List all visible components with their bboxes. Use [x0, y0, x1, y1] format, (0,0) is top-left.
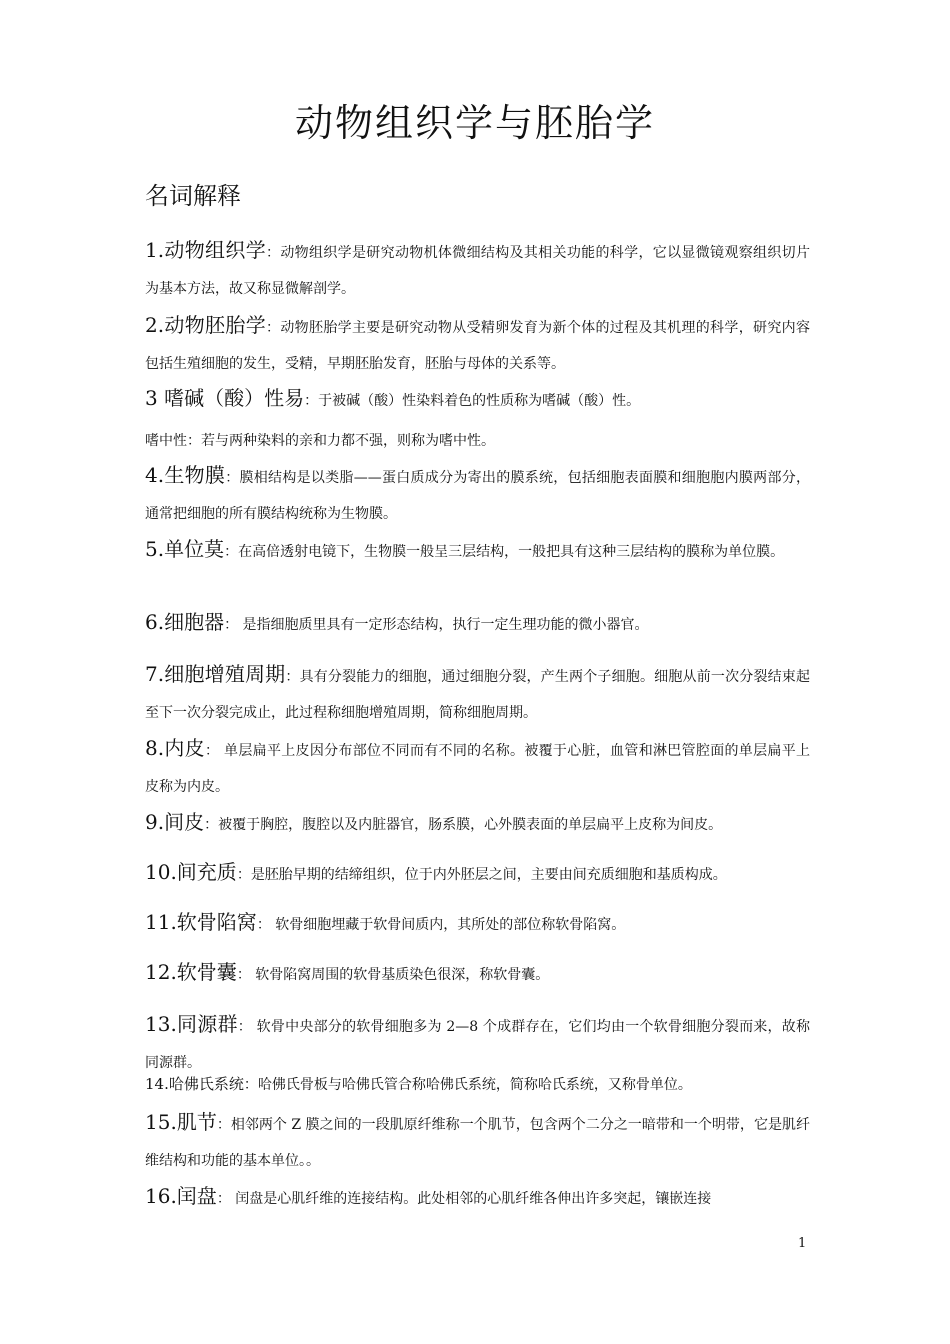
entry-term: 3 嗜碱（酸）性易	[145, 386, 305, 410]
definition-entry	[145, 904, 810, 943]
definition-entry	[145, 307, 810, 382]
entry-term: 16.闰盘	[145, 1184, 217, 1208]
definition-entry	[145, 531, 810, 570]
entry-text: 于被碱（酸）性染料着色的性质称为嗜碱（酸）性。	[318, 393, 641, 409]
entry-term: 15.肌节	[145, 1110, 217, 1134]
entry-separator: ：	[204, 817, 219, 833]
entry-separator: ：	[256, 917, 271, 933]
section-heading: 名词解释	[145, 182, 241, 210]
entry-separator: ：	[304, 393, 319, 409]
entry-term: 8.内皮	[145, 736, 205, 760]
entry-term: 14.哈佛氏系统	[145, 1075, 244, 1093]
entry-term: 10.间充质	[145, 860, 237, 884]
definition-entry	[145, 420, 810, 459]
entry-text: 在高倍透射电镜下，生物膜一般呈三层结构，一般把具有这种三层结构的膜称为单位膜。	[238, 544, 785, 560]
entry-term: 4.生物膜	[145, 463, 226, 487]
entry-separator: ：	[237, 1019, 252, 1035]
definition-entry	[145, 730, 810, 805]
entry-separator: ：	[266, 245, 281, 261]
entry-text: 动物组织学是研究动物机体微细结构及其相关功能的科学，它以显微镜观察组织切片为基本方法，故又称显微解剖学。	[145, 245, 810, 297]
definition-entry	[145, 604, 810, 643]
entry-text: 软骨细胞埋藏于软骨间质内，其所处的部位称软骨陷窝。	[270, 917, 626, 933]
entry-separator: ：	[224, 544, 239, 560]
entry-separator: ：	[285, 669, 300, 685]
entry-separator: ：	[216, 1117, 231, 1133]
entry-text: 单层扁平上皮因分布部位不同而有不同的名称。被覆于心脏，血管和淋巴管腔面的单层扁平上皮称为内皮。	[145, 743, 811, 795]
entry-separator: ：	[225, 470, 240, 486]
entry-term: 6.细胞器	[145, 610, 225, 634]
entry-text: 动物胚胎学主要是研究动物从受精卵发育为新个体的过程及其机理的科学，研究内容包括生殖细胞的发生，受精，早期胚胎发育，胚胎与母体的关系等。	[145, 320, 810, 372]
entry-separator: ：	[243, 1077, 258, 1093]
entry-text: 具有分裂能力的细胞，通过细胞分裂，产生两个子细胞。细胞从前一次分裂结束起至下一次分裂完成止，此过程称细胞增殖周期，简称细胞周期。	[145, 669, 810, 721]
entry-text: 软骨中央部分的软骨细胞多为 2—8 个成群存在，它们均由一个软骨细胞分裂而来，故称同源群。	[145, 1019, 810, 1071]
entry-term: 11.软骨陷窝	[145, 910, 257, 934]
definition-entry	[145, 854, 810, 893]
definition-entry	[145, 457, 810, 532]
entry-separator: ：	[236, 967, 251, 983]
entry-separator: ：	[216, 1191, 231, 1207]
definition-entry	[145, 1178, 810, 1217]
entry-text: 相邻两个 Z 膜之间的一段肌原纤维称一个肌节，包含两个二分之一暗带和一个明带，它是肌纤维结构和功能的基本单位。。	[145, 1117, 810, 1169]
page-title: 动物组织学与胚胎学	[294, 101, 655, 145]
entry-term: 12.软骨囊	[145, 960, 237, 984]
entry-text: 膜相结构是以类脂——蛋白质成分为寄出的膜系统，包括细胞表面膜和细胞胞内膜两部分，通常把细胞的所有膜结构统称为生物膜。	[145, 470, 811, 522]
definition-entry	[145, 380, 810, 419]
entry-term: 2.动物胚胎学	[145, 313, 267, 337]
entry-text: 闰盘是心肌纤维的连接结构。此处相邻的心肌纤维各伸出许多突起，镶嵌连接	[230, 1191, 712, 1207]
definition-entry	[145, 804, 810, 843]
entry-text: 是胚胎早期的结缔组织，位于内外胚层之间，主要由间充质细胞和基质构成。	[250, 867, 727, 883]
entry-separator: ：	[266, 320, 281, 336]
entry-term: 7.细胞增殖周期	[145, 662, 286, 686]
entry-term: 5.单位莫	[145, 537, 225, 561]
page-number: 1	[798, 1236, 807, 1251]
entry-term: 9.间皮	[145, 810, 205, 834]
definition-entry	[145, 232, 810, 307]
entry-text: 被覆于胸腔，腹腔以及内脏器官，肠系膜，心外膜表面的单层扁平上皮称为间皮。	[218, 817, 723, 833]
entry-text: 嗜中性：若与两种染料的亲和力都不强，则称为嗜中性。	[145, 433, 495, 449]
entry-separator: ：	[236, 867, 251, 883]
definition-entry	[145, 1104, 810, 1179]
definition-entry	[145, 1066, 810, 1103]
definition-entry	[145, 656, 810, 731]
entry-separator: ：	[204, 743, 220, 759]
entry-term: 13.同源群	[145, 1012, 238, 1036]
entry-term: 1.动物组织学	[145, 238, 267, 262]
entry-text: 哈佛氏骨板与哈佛氏管合称哈佛氏系统，简称哈氏系统，又称骨单位。	[257, 1077, 692, 1093]
entry-separator: ：	[224, 617, 239, 633]
definition-entry	[145, 954, 810, 993]
entry-text: 软骨陷窝周围的软骨基质染色很深，称软骨囊。	[250, 967, 550, 983]
entry-text: 是指细胞质里具有一定形态结构，执行一定生理功能的微小器官。	[238, 617, 649, 633]
